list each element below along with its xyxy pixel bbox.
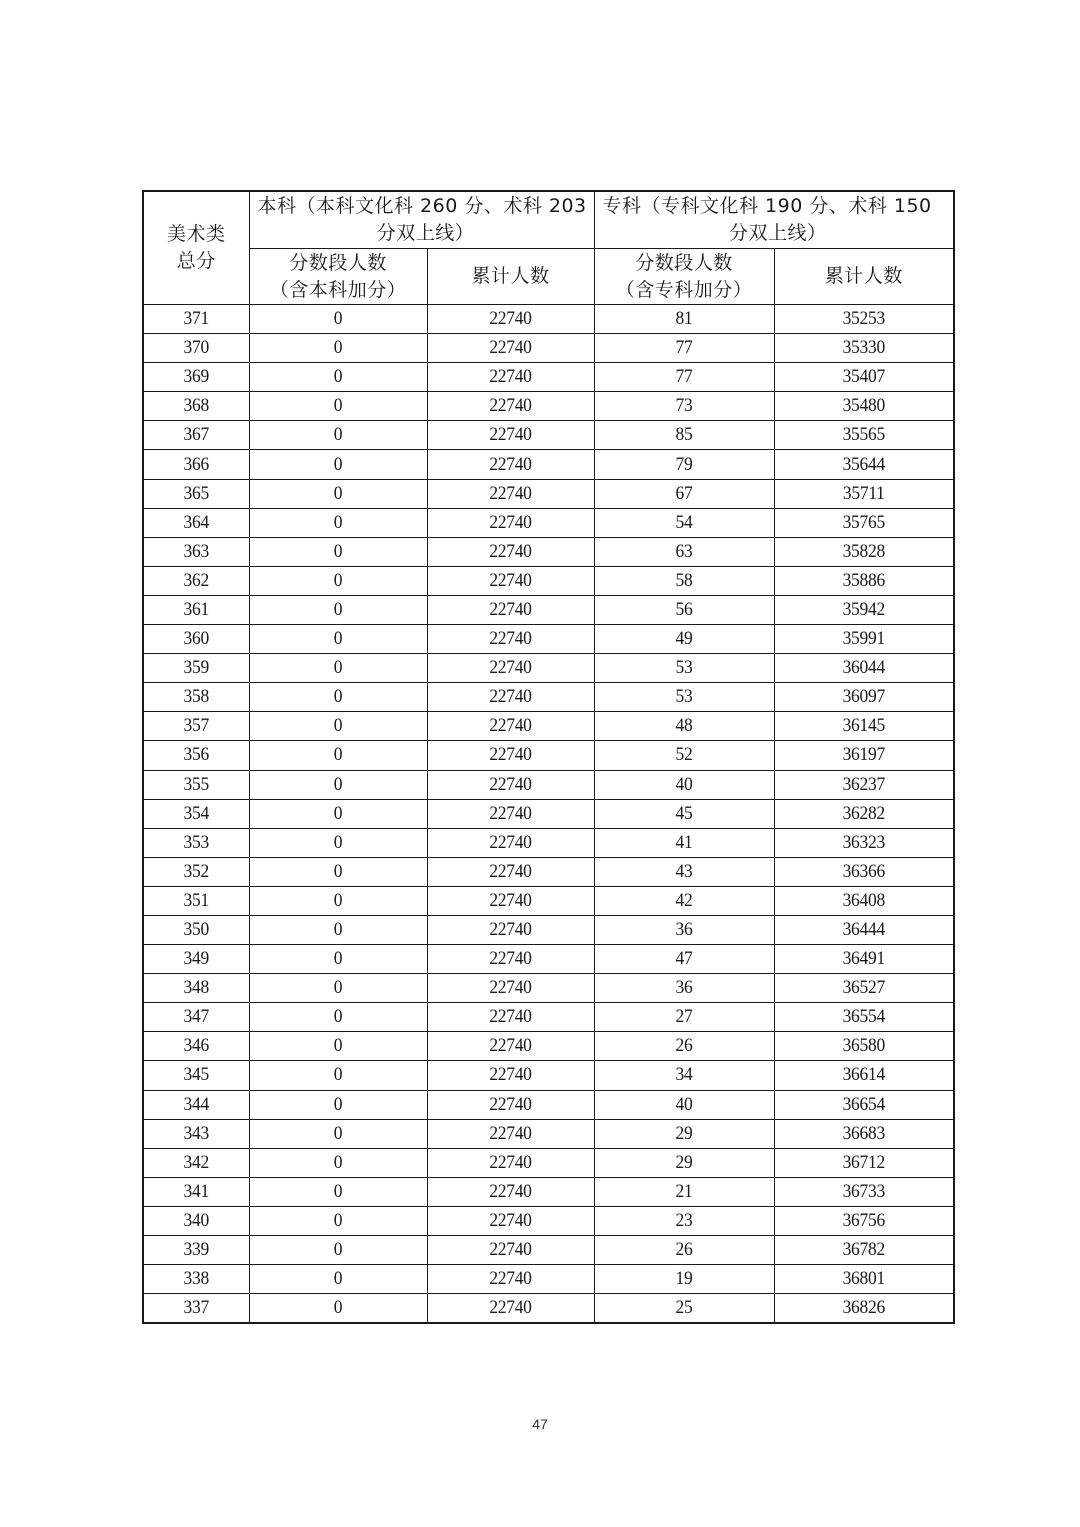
cell-college-count: 27 — [601, 1003, 767, 1032]
cell-undergrad-cumulative: 22740 — [434, 1206, 588, 1235]
cell-college-count: 29 — [601, 1119, 767, 1148]
cell-college-count: 36 — [601, 915, 767, 944]
table-row — [143, 799, 954, 828]
cell-undergrad-count: 0 — [256, 1206, 420, 1235]
cell-college-count: 48 — [601, 712, 767, 741]
cell-score: 343 — [147, 1119, 245, 1148]
cell-college-count: 54 — [601, 508, 767, 537]
table-row — [143, 479, 954, 508]
cell-college-cumulative: 36366 — [781, 857, 947, 886]
cell-college-cumulative: 36527 — [781, 974, 947, 1003]
cell-college-count: 45 — [601, 799, 767, 828]
cell-college-cumulative: 36782 — [781, 1236, 947, 1265]
table-row — [143, 1148, 954, 1177]
header-college-group-line2: 分双上线） — [728, 222, 827, 244]
cell-college-cumulative: 36733 — [781, 1177, 947, 1206]
table-row — [143, 654, 954, 683]
cell-college-cumulative: 36197 — [781, 741, 947, 770]
header-undergrad-count-line1: 分数段人数 — [289, 251, 387, 274]
cell-undergrad-cumulative: 22740 — [434, 1294, 588, 1324]
cell-undergrad-count: 0 — [256, 1003, 420, 1032]
table-row — [143, 770, 954, 799]
cell-undergrad-cumulative: 22740 — [434, 886, 588, 915]
table-row — [143, 974, 954, 1003]
table-row — [143, 1003, 954, 1032]
table-row — [143, 1061, 954, 1090]
table-row — [143, 566, 954, 595]
cell-college-count: 73 — [601, 392, 767, 421]
cell-score: 361 — [147, 595, 245, 624]
cell-college-cumulative: 35407 — [781, 363, 947, 392]
cell-undergrad-count: 0 — [256, 479, 420, 508]
cell-score: 348 — [147, 974, 245, 1003]
table-row — [143, 1032, 954, 1061]
cell-college-cumulative: 36712 — [781, 1148, 947, 1177]
cell-undergrad-cumulative: 22740 — [434, 595, 588, 624]
cell-college-cumulative: 35991 — [781, 625, 947, 654]
cell-score: 350 — [147, 915, 245, 944]
cell-undergrad-count: 0 — [256, 392, 420, 421]
table-header — [143, 191, 954, 305]
cell-score: 346 — [147, 1032, 245, 1061]
cell-score: 338 — [147, 1265, 245, 1294]
cell-undergrad-count: 0 — [256, 886, 420, 915]
cell-undergrad-cumulative: 22740 — [434, 741, 588, 770]
cell-score: 345 — [147, 1061, 245, 1090]
cell-undergrad-count: 0 — [256, 450, 420, 479]
cell-undergrad-cumulative: 22740 — [434, 712, 588, 741]
cell-undergrad-count: 0 — [256, 305, 420, 334]
table-row — [143, 1236, 954, 1265]
table-row — [143, 363, 954, 392]
table-row — [143, 1294, 954, 1324]
cell-college-count: 40 — [601, 770, 767, 799]
header-undergrad-count — [249, 249, 427, 305]
table-row — [143, 625, 954, 654]
cell-college-cumulative: 35942 — [781, 595, 947, 624]
table-row — [143, 712, 954, 741]
cell-undergrad-count: 0 — [256, 828, 420, 857]
cell-college-count: 56 — [601, 595, 767, 624]
cell-score: 340 — [147, 1206, 245, 1235]
cell-undergrad-count: 0 — [256, 1177, 420, 1206]
cell-college-count: 85 — [601, 421, 767, 450]
cell-college-count: 53 — [601, 683, 767, 712]
cell-college-count: 52 — [601, 741, 767, 770]
cell-college-cumulative: 36491 — [781, 945, 947, 974]
table-row — [143, 305, 954, 334]
cell-undergrad-cumulative: 22740 — [434, 1148, 588, 1177]
header-college-group — [594, 191, 954, 249]
cell-undergrad-cumulative: 22740 — [434, 392, 588, 421]
cell-college-count: 41 — [601, 828, 767, 857]
header-undergrad-count-line2: （含本科加分） — [269, 278, 407, 301]
table-row — [143, 741, 954, 770]
cell-college-cumulative: 36145 — [781, 712, 947, 741]
table-row — [143, 1206, 954, 1235]
cell-score: 337 — [147, 1294, 245, 1324]
cell-undergrad-count: 0 — [256, 566, 420, 595]
cell-college-cumulative: 35886 — [781, 566, 947, 595]
header-college-cumulative: 累计人数 — [774, 249, 954, 305]
cell-college-cumulative: 36323 — [781, 828, 947, 857]
cell-college-cumulative: 36237 — [781, 770, 947, 799]
cell-college-cumulative: 36044 — [781, 654, 947, 683]
table-row — [143, 450, 954, 479]
cell-college-count: 40 — [601, 1090, 767, 1119]
cell-score: 368 — [147, 392, 245, 421]
cell-undergrad-cumulative: 22740 — [434, 1119, 588, 1148]
cell-college-cumulative: 36801 — [781, 1265, 947, 1294]
table-row — [143, 334, 954, 363]
cell-college-cumulative: 35711 — [781, 479, 947, 508]
cell-undergrad-cumulative: 22740 — [434, 450, 588, 479]
cell-undergrad-count: 0 — [256, 1119, 420, 1148]
cell-college-cumulative: 36097 — [781, 683, 947, 712]
table-row — [143, 886, 954, 915]
cell-undergrad-count: 0 — [256, 1090, 420, 1119]
cell-score: 359 — [147, 654, 245, 683]
cell-undergrad-count: 0 — [256, 421, 420, 450]
cell-college-count: 43 — [601, 857, 767, 886]
cell-score: 366 — [147, 450, 245, 479]
cell-undergrad-cumulative: 22740 — [434, 537, 588, 566]
cell-college-count: 81 — [601, 305, 767, 334]
cell-undergrad-cumulative: 22740 — [434, 421, 588, 450]
score-distribution-table — [142, 190, 955, 1324]
cell-score: 351 — [147, 886, 245, 915]
table-row — [143, 857, 954, 886]
cell-score: 344 — [147, 1090, 245, 1119]
cell-college-cumulative: 35565 — [781, 421, 947, 450]
cell-score: 354 — [147, 799, 245, 828]
cell-college-cumulative: 35330 — [781, 334, 947, 363]
table-row — [143, 1119, 954, 1148]
cell-undergrad-count: 0 — [256, 1265, 420, 1294]
header-row-columns — [143, 249, 954, 305]
cell-undergrad-count: 0 — [256, 537, 420, 566]
cell-score: 357 — [147, 712, 245, 741]
cell-undergrad-cumulative: 22740 — [434, 566, 588, 595]
cell-score: 349 — [147, 945, 245, 974]
cell-college-cumulative: 35644 — [781, 450, 947, 479]
table-row — [143, 595, 954, 624]
cell-undergrad-count: 0 — [256, 799, 420, 828]
cell-undergrad-cumulative: 22740 — [434, 625, 588, 654]
cell-undergrad-cumulative: 22740 — [434, 305, 588, 334]
cell-undergrad-count: 0 — [256, 508, 420, 537]
cell-college-cumulative: 36282 — [781, 799, 947, 828]
cell-undergrad-count: 0 — [256, 363, 420, 392]
cell-undergrad-count: 0 — [256, 1236, 420, 1265]
cell-score: 367 — [147, 421, 245, 450]
cell-undergrad-count: 0 — [256, 1032, 420, 1061]
cell-undergrad-count: 0 — [256, 334, 420, 363]
cell-college-cumulative: 35253 — [781, 305, 947, 334]
cell-score: 371 — [147, 305, 245, 334]
cell-college-cumulative: 36580 — [781, 1032, 947, 1061]
header-row-groups — [143, 191, 954, 249]
table-row — [143, 683, 954, 712]
cell-college-count: 79 — [601, 450, 767, 479]
cell-undergrad-cumulative: 22740 — [434, 799, 588, 828]
cell-score: 339 — [147, 1236, 245, 1265]
cell-score: 347 — [147, 1003, 245, 1032]
cell-score: 352 — [147, 857, 245, 886]
header-college-count-line2: （含专科加分） — [615, 278, 753, 301]
cell-college-count: 21 — [601, 1177, 767, 1206]
cell-college-cumulative: 36683 — [781, 1119, 947, 1148]
header-college-group-line1: 专科（专科文化科 190 分、术科 150 — [602, 195, 932, 217]
cell-score: 362 — [147, 566, 245, 595]
header-college-count-line1: 分数段人数 — [635, 251, 733, 274]
cell-college-count: 58 — [601, 566, 767, 595]
cell-college-count: 49 — [601, 625, 767, 654]
header-total-score-line1: 美术类 — [166, 223, 226, 245]
cell-undergrad-cumulative: 22740 — [434, 479, 588, 508]
cell-college-count: 26 — [601, 1032, 767, 1061]
cell-undergrad-cumulative: 22740 — [434, 654, 588, 683]
cell-college-count: 67 — [601, 479, 767, 508]
cell-undergrad-count: 0 — [256, 741, 420, 770]
cell-college-cumulative: 36554 — [781, 1003, 947, 1032]
cell-undergrad-count: 0 — [256, 595, 420, 624]
header-undergrad-cumulative: 累计人数 — [427, 249, 594, 305]
cell-college-cumulative: 36444 — [781, 915, 947, 944]
cell-undergrad-count: 0 — [256, 974, 420, 1003]
cell-undergrad-cumulative: 22740 — [434, 974, 588, 1003]
cell-undergrad-count: 0 — [256, 712, 420, 741]
cell-undergrad-count: 0 — [256, 915, 420, 944]
cell-score: 355 — [147, 770, 245, 799]
table-row — [143, 537, 954, 566]
table-row — [143, 421, 954, 450]
cell-score: 363 — [147, 537, 245, 566]
cell-undergrad-cumulative: 22740 — [434, 1236, 588, 1265]
cell-college-count: 63 — [601, 537, 767, 566]
table-row — [143, 508, 954, 537]
cell-college-cumulative: 35828 — [781, 537, 947, 566]
cell-undergrad-count: 0 — [256, 1061, 420, 1090]
header-undergrad-group — [249, 191, 594, 249]
cell-college-count: 29 — [601, 1148, 767, 1177]
cell-college-cumulative: 36614 — [781, 1061, 947, 1090]
cell-undergrad-cumulative: 22740 — [434, 334, 588, 363]
cell-college-cumulative: 35480 — [781, 392, 947, 421]
cell-score: 358 — [147, 683, 245, 712]
table-row — [143, 945, 954, 974]
cell-college-count: 36 — [601, 974, 767, 1003]
table-body — [143, 305, 954, 1324]
cell-college-count: 34 — [601, 1061, 767, 1090]
header-total-score-line2: 总分 — [176, 250, 216, 272]
cell-score: 342 — [147, 1148, 245, 1177]
cell-undergrad-cumulative: 22740 — [434, 945, 588, 974]
cell-college-cumulative: 36654 — [781, 1090, 947, 1119]
cell-college-count: 47 — [601, 945, 767, 974]
cell-undergrad-cumulative: 22740 — [434, 770, 588, 799]
cell-score: 365 — [147, 479, 245, 508]
cell-score: 364 — [147, 508, 245, 537]
cell-score: 353 — [147, 828, 245, 857]
cell-score: 356 — [147, 741, 245, 770]
cell-undergrad-count: 0 — [256, 1294, 420, 1324]
cell-college-cumulative: 35765 — [781, 508, 947, 537]
cell-undergrad-count: 0 — [256, 770, 420, 799]
cell-college-count: 26 — [601, 1236, 767, 1265]
cell-undergrad-count: 0 — [256, 857, 420, 886]
cell-undergrad-cumulative: 22740 — [434, 683, 588, 712]
cell-undergrad-cumulative: 22740 — [434, 857, 588, 886]
table-row — [143, 828, 954, 857]
cell-undergrad-cumulative: 22740 — [434, 1177, 588, 1206]
cell-undergrad-cumulative: 22740 — [434, 363, 588, 392]
cell-college-cumulative: 36408 — [781, 886, 947, 915]
header-undergrad-group-line1: 本科（本科文化科 260 分、术科 203 — [257, 195, 587, 217]
cell-undergrad-count: 0 — [256, 683, 420, 712]
table-row — [143, 1090, 954, 1119]
cell-undergrad-count: 0 — [256, 625, 420, 654]
table-row — [143, 1177, 954, 1206]
table-row — [143, 392, 954, 421]
cell-college-count: 77 — [601, 363, 767, 392]
header-undergrad-group-line2: 分双上线） — [376, 222, 475, 244]
cell-score: 341 — [147, 1177, 245, 1206]
page-number: 47 — [532, 1416, 548, 1432]
cell-college-count: 77 — [601, 334, 767, 363]
cell-undergrad-count: 0 — [256, 654, 420, 683]
cell-undergrad-cumulative: 22740 — [434, 828, 588, 857]
cell-college-cumulative: 36756 — [781, 1206, 947, 1235]
cell-score: 360 — [147, 625, 245, 654]
cell-college-count: 19 — [601, 1265, 767, 1294]
cell-undergrad-cumulative: 22740 — [434, 1265, 588, 1294]
cell-college-cumulative: 36826 — [781, 1294, 947, 1324]
table-row — [143, 1265, 954, 1294]
cell-college-count: 42 — [601, 886, 767, 915]
cell-undergrad-cumulative: 22740 — [434, 1090, 588, 1119]
cell-undergrad-cumulative: 22740 — [434, 1003, 588, 1032]
cell-college-count: 25 — [601, 1294, 767, 1324]
header-college-count — [594, 249, 774, 305]
cell-undergrad-cumulative: 22740 — [434, 915, 588, 944]
cell-score: 369 — [147, 363, 245, 392]
cell-college-count: 53 — [601, 654, 767, 683]
table-row — [143, 915, 954, 944]
cell-undergrad-count: 0 — [256, 1148, 420, 1177]
cell-undergrad-cumulative: 22740 — [434, 508, 588, 537]
cell-undergrad-cumulative: 22740 — [434, 1032, 588, 1061]
cell-score: 370 — [147, 334, 245, 363]
cell-college-count: 23 — [601, 1206, 767, 1235]
header-total-score — [143, 191, 249, 305]
cell-undergrad-count: 0 — [256, 945, 420, 974]
cell-undergrad-cumulative: 22740 — [434, 1061, 588, 1090]
